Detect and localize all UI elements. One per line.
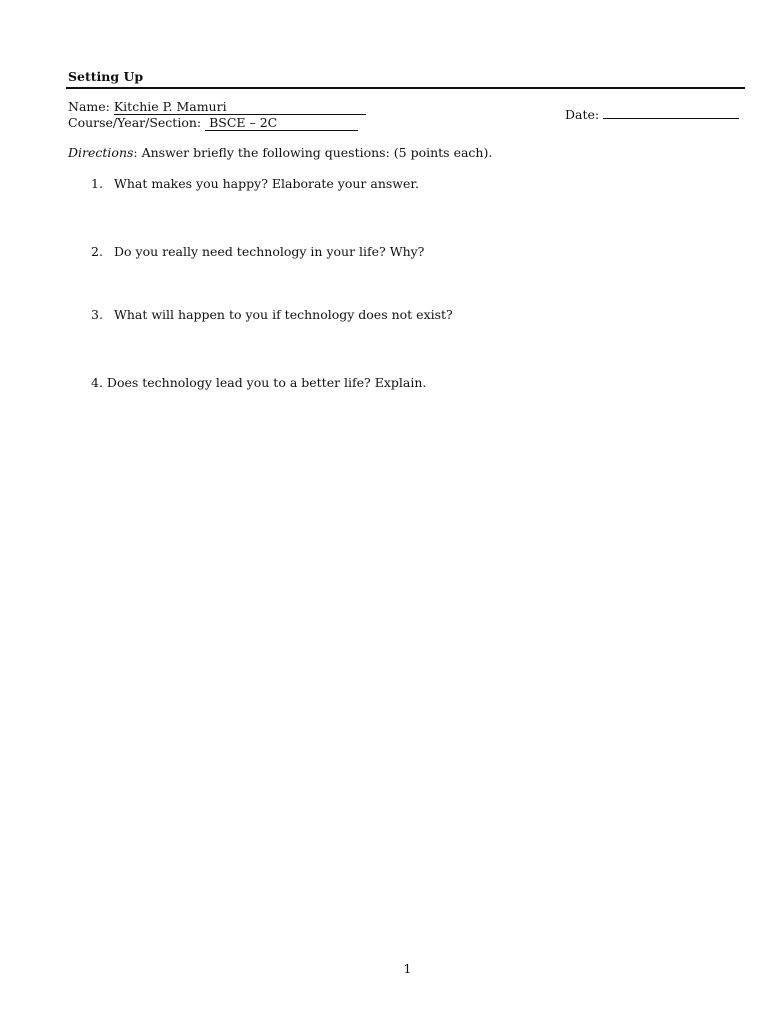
question-text: Does technology lead you to a better life? Explain.	[106, 375, 427, 390]
title-divider	[66, 87, 745, 89]
question-number: 4.	[91, 375, 103, 390]
name-field[interactable]: Kitchie P. Mamuri	[114, 100, 366, 115]
page-title: Setting Up	[68, 69, 144, 84]
date-field-row	[565, 104, 739, 122]
name-label: Name:	[68, 99, 110, 114]
course-value: BSCE – 2C	[209, 115, 278, 130]
question-text: Do you really need technology in your life? Why?	[114, 244, 425, 259]
question-number: 1.	[91, 176, 103, 191]
date-field[interactable]	[603, 104, 739, 119]
question-4	[91, 375, 426, 390]
question-1	[91, 176, 419, 191]
question-3	[91, 307, 453, 322]
course-field-row	[68, 115, 358, 131]
course-field[interactable]	[205, 116, 358, 131]
question-2	[91, 244, 424, 259]
question-text: What will happen to you if technology does not exist?	[114, 307, 453, 322]
page-number: 1	[403, 961, 412, 976]
directions	[68, 145, 492, 160]
question-number: 2.	[91, 244, 103, 259]
course-label: Course/Year/Section:	[68, 115, 202, 130]
directions-text: : Answer briefly the following questions: (5 points each).	[133, 145, 493, 160]
question-number: 3.	[91, 307, 103, 322]
date-label: Date:	[565, 107, 600, 122]
question-text: What makes you happy? Elaborate your answer.	[114, 176, 419, 191]
directions-label: Directions	[68, 145, 134, 160]
name-field-row	[68, 99, 366, 115]
